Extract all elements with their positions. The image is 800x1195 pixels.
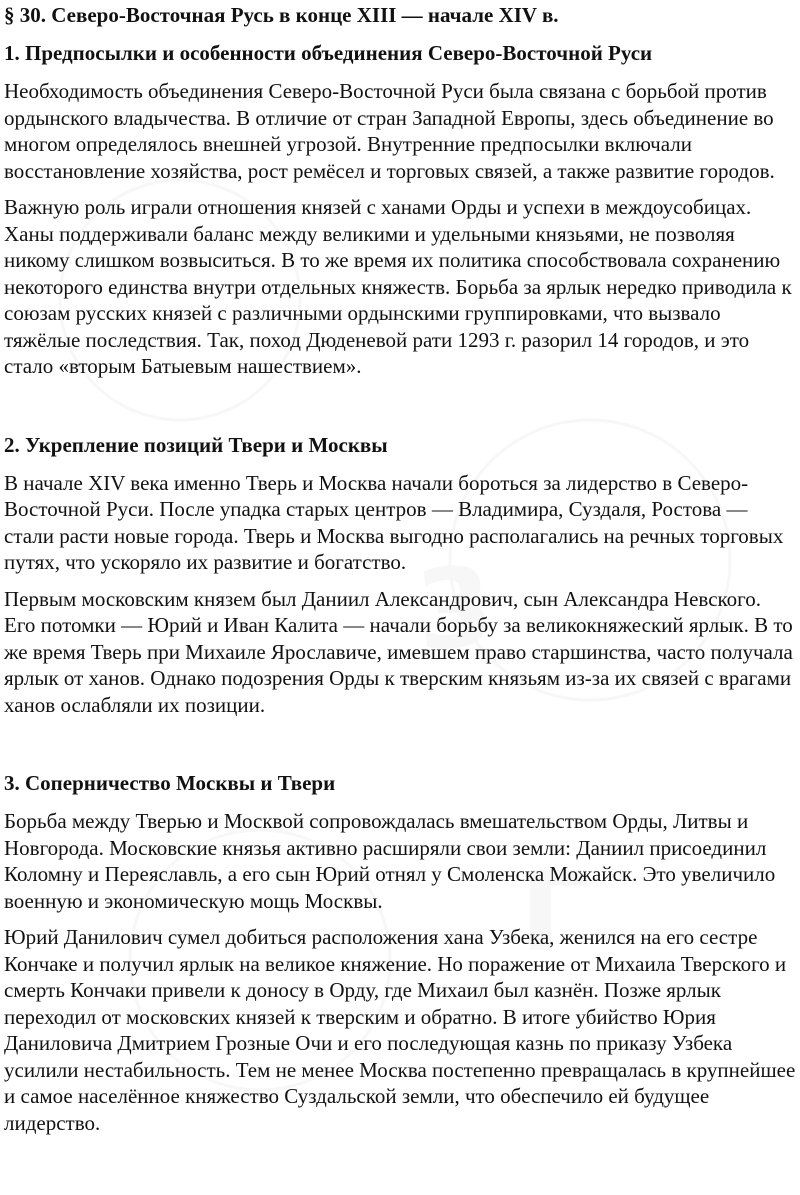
section-3 xyxy=(4,770,796,1136)
section-title: 1. Предпосылки и особенности объединения Северо-Восточной Руси xyxy=(4,41,653,65)
textbook-page xyxy=(4,0,796,1136)
paragraph: Юрий Данилович сумел добиться расположения хана Узбека, женился на его сестре Кончаке и получил ярлык на великое княжение. Но поражение от Михаила Тверского и смерть Кончаки привели к доносу в Орду, где Михаил был казнён. Позже ярлык переходил от московских князей к тверским и обратно. В итоге убийство Юрия Даниловича Дмитрием Грозные Очи и его последующая казнь по приказу Узбека усилили нестабильность. Тем не менее Москва постепенно превращалась в крупнейшее и самое населённое княжество Суздальской земли, что обеспечило ей будущее лидерство. xyxy=(4,925,796,1135)
paragraph: Необходимость объединения Северо-Восточной Руси была связана с борьбой против ордынского владычества. В отличие от стран Западной Европы, здесь объединение во многом определялось внешней угрозой. Внутренние предпосылки включали восстановление хозяйства, рост ремёсел и торговых связей, а также развитие городов. xyxy=(4,79,775,183)
section-title: 2. Укрепление позиций Твери и Москвы xyxy=(4,432,388,457)
watermark-mark: 3 xyxy=(411,541,499,676)
paragraph: Борьба между Тверью и Москвой сопровождалась вмешательством Орды, Литвы и Новгорода. Московские князья активно расширяли свои земли: Даниил присоединил Коломну и Переяславль, а его сын Юрий отнял у Смоленска Можайск. Это увеличило военную и экономическую мощь Москвы. xyxy=(4,809,776,913)
chapter-title: § 30. Северо-Восточная Русь в конце XIII — начале XIV в. xyxy=(4,3,559,27)
watermark-mark: Г xyxy=(520,848,591,976)
section-1 xyxy=(4,40,796,380)
paragraph: Важную роль играли отношения князей с ханами Орды и успехи в междоусобицах. Ханы поддерживали баланс между великими и удельными князьями, не позволяя никому слишком возвыситься. В то же время их политика способствовала сохранению некоторого единства внутри отдельных княжеств. Борьба за ярлык нередко приводила к союзам русских князей с различными ордынскими группировками, что вызвало тяжёлые последствия. Так, поход Дюденевой рати 1293 г. разорил 14 городов, и это стало «вторым Батыевым нашествием». xyxy=(4,195,792,378)
section-title: 3. Соперничество Москвы и Твери xyxy=(4,771,336,795)
paragraph: В начале XIV века именно Тверь и Москва начали бороться за лидерство в Северо-Восточной Руси. После упадка старых центров — Владимира, Суздаля, Ростова — стали расти новые города. Тверь и Москва выгодно располагались на речных торговых путях, что ускоряло их развитие и богатство. xyxy=(4,470,784,574)
paragraph: Первым московским князем был Даниил Александрович, сын Александра Невского. Его потомки — Юрий и Иван Калита — начали борьбу за великокняжеский ярлык. В то же время Тверь при Михаиле Ярославиче, имевшем право старшинства, часто получала ярлык от ханов. Однако подозрения Орды к тверским князьям из-за их связей с врагами ханов ослабляли их позиции. xyxy=(4,586,793,717)
section-2 xyxy=(4,432,796,719)
